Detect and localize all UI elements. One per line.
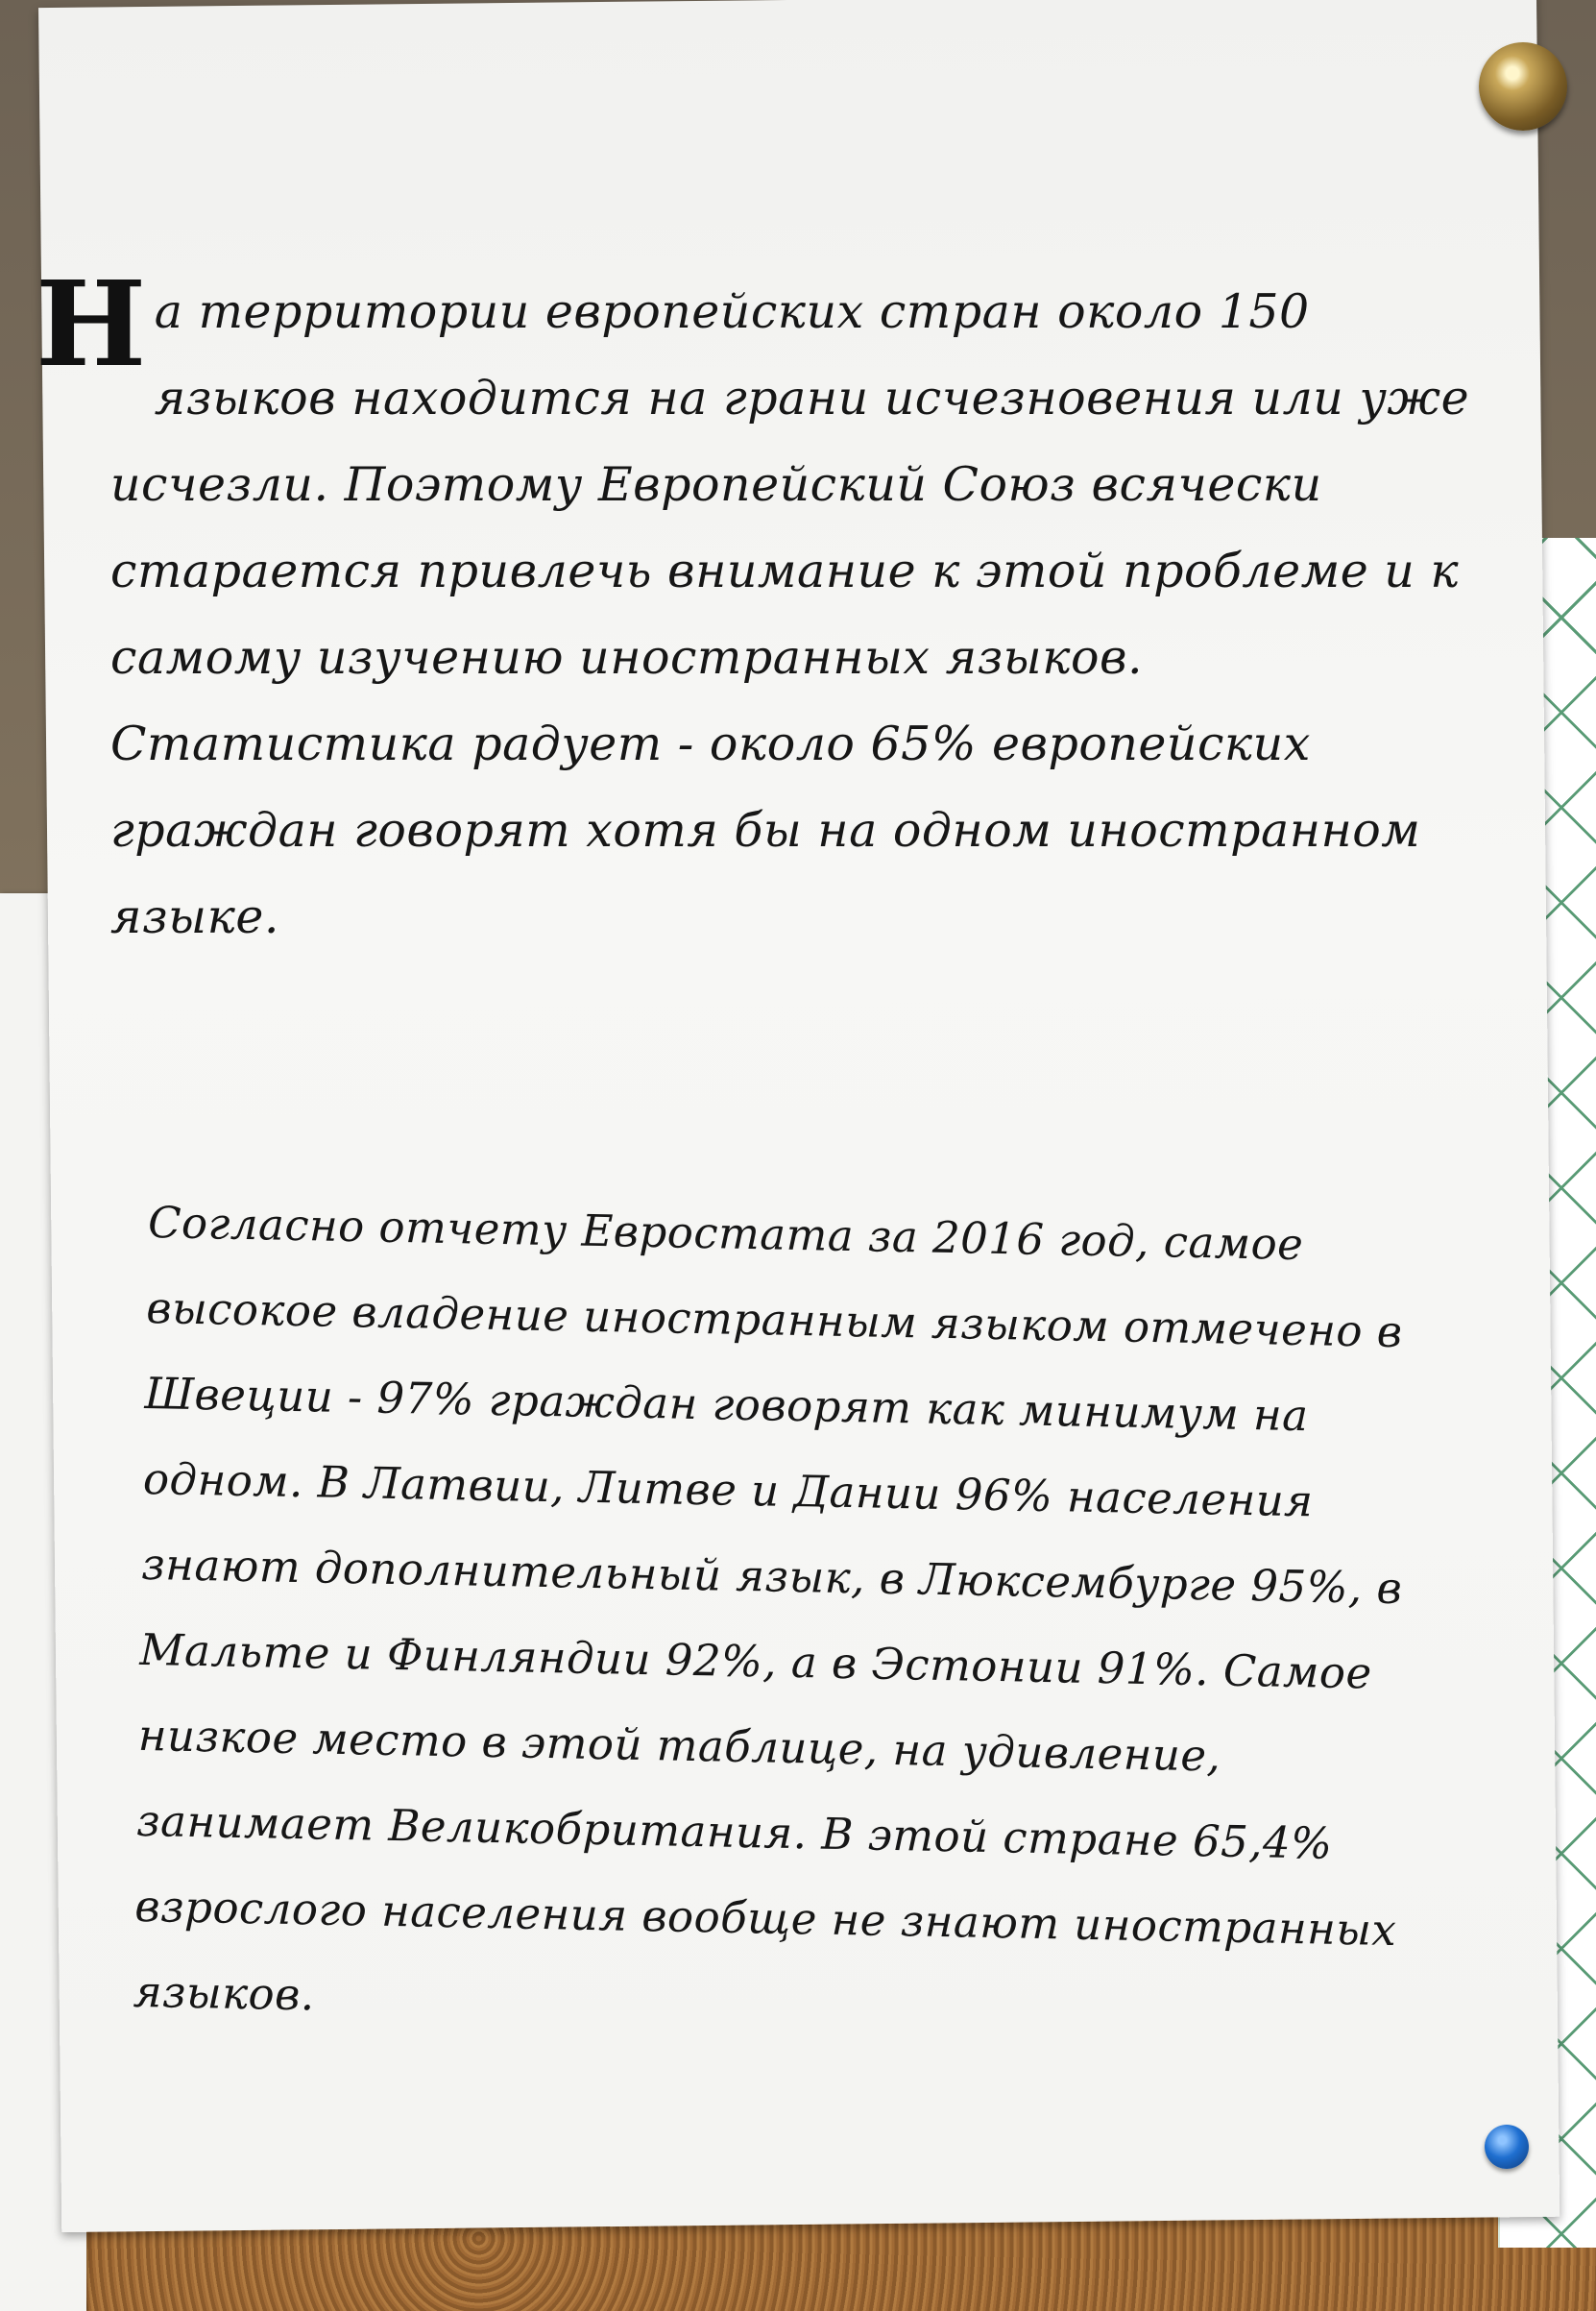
dropcap-letter: Н: [36, 255, 147, 393]
note-paragraph-2: Согласно отчету Евростата за 2016 год, самое высокое владение иностранным языком отмечено в Швеции - 97% граждан говорят как минимум на одном. В Латвии, Литве и Дании 96% населения знают дополнительный язык, в Люксембурге 95%, в Мальте и Финляндии 92%, а в Эстонии 91%. Самое низкое место в этой таблице, на удивление, занимает Великобритания. В этой стране 65,4% взрослого населения вообще не знают иностранных языков.: [133, 1196, 1404, 2021]
note-paragraph-1: [36, 255, 1503, 961]
note-paragraph-1-text: а территории европейских стран около 150 языков находится на грани исчезновения или уже исчезли. Поэтому Европейский Союз всячески старается привлечь внимание к этой проблеме и к самому изучению иностранных языков. Статистика радует - около 65% европейских граждан говорят хотя бы на одном иностранном языке.: [110, 284, 1470, 944]
gold-pushpin-icon: [1479, 42, 1567, 131]
blue-pushpin-icon: [1485, 2125, 1529, 2169]
